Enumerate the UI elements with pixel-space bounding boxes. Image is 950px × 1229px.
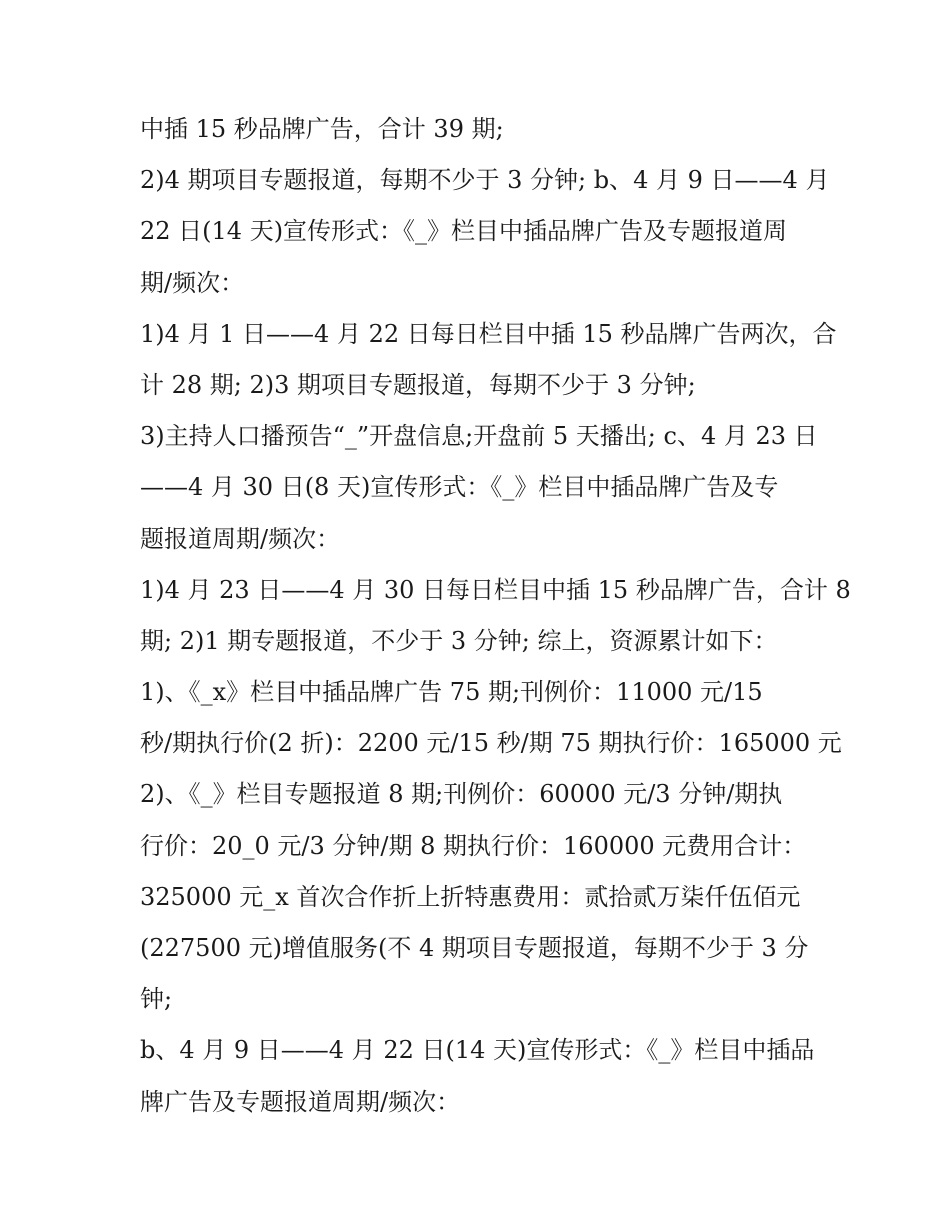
- text-line: 期; 2)1 期专题报道，不少于 3 分钟; 综上，资源累计如下：: [140, 626, 778, 655]
- text-line: ——4 月 30 日(8 天)宣传形式：《_》栏目中插品牌广告及专: [140, 473, 779, 502]
- text-line: 中插 15 秒品牌广告，合计 39 期;: [140, 115, 504, 143]
- text-line: (227500 元)增值服务(不 4 期项目专题报道，每期不少于 3 分: [140, 934, 809, 962]
- text-line: 1)4 月 1 日——4 月 22 日每日栏目中插 15 秒品牌广告两次，合: [140, 319, 837, 348]
- text-line: 325000 元_x 首次合作折上折特惠费用：贰拾贰万柒仟伍佰元: [140, 882, 801, 911]
- text-line: 2)、《_》栏目专题报道 8 期;刊例价：60000 元/3 分钟/期执: [140, 780, 783, 809]
- text-line: 牌广告及专题报道周期/频次：: [140, 1087, 461, 1116]
- text-line: b、4 月 9 日——4 月 22 日(14 天)宣传形式：《_》栏目中插品: [140, 1036, 815, 1065]
- text-line: 秒/期执行价(2 折)：2200 元/15 秒/期 75 期执行价：165000 元: [140, 729, 842, 758]
- text-line: 22 日(14 天)宣传形式：《_》栏目中插品牌广告及专题报道周: [140, 217, 788, 246]
- text-line: 计 28 期; 2)3 期项目专题报道，每期不少于 3 分钟;: [140, 370, 696, 399]
- text-line: 行价：20_0 元/3 分钟/期 8 期执行价：160000 元费用合计：: [140, 831, 807, 860]
- text-line: 1)、《_x》栏目中插品牌广告 75 期;刊例价：11000 元/15: [140, 678, 763, 707]
- text-line: 3)主持人口播预告“_”开盘信息;开盘前 5 天播出; c、4 月 23 日: [140, 422, 818, 451]
- text-line: 2)4 期项目专题报道，每期不少于 3 分钟; b、4 月 9 日——4 月: [140, 166, 830, 195]
- document-body: [140, 104, 851, 1128]
- text-line: 1)4 月 23 日——4 月 30 日每日栏目中插 15 秒品牌广告，合计 8: [140, 575, 851, 604]
- text-line: 钟;: [140, 985, 173, 1014]
- text-line: 题报道周期/频次：: [140, 524, 341, 553]
- text-line: 期/频次：: [140, 268, 245, 297]
